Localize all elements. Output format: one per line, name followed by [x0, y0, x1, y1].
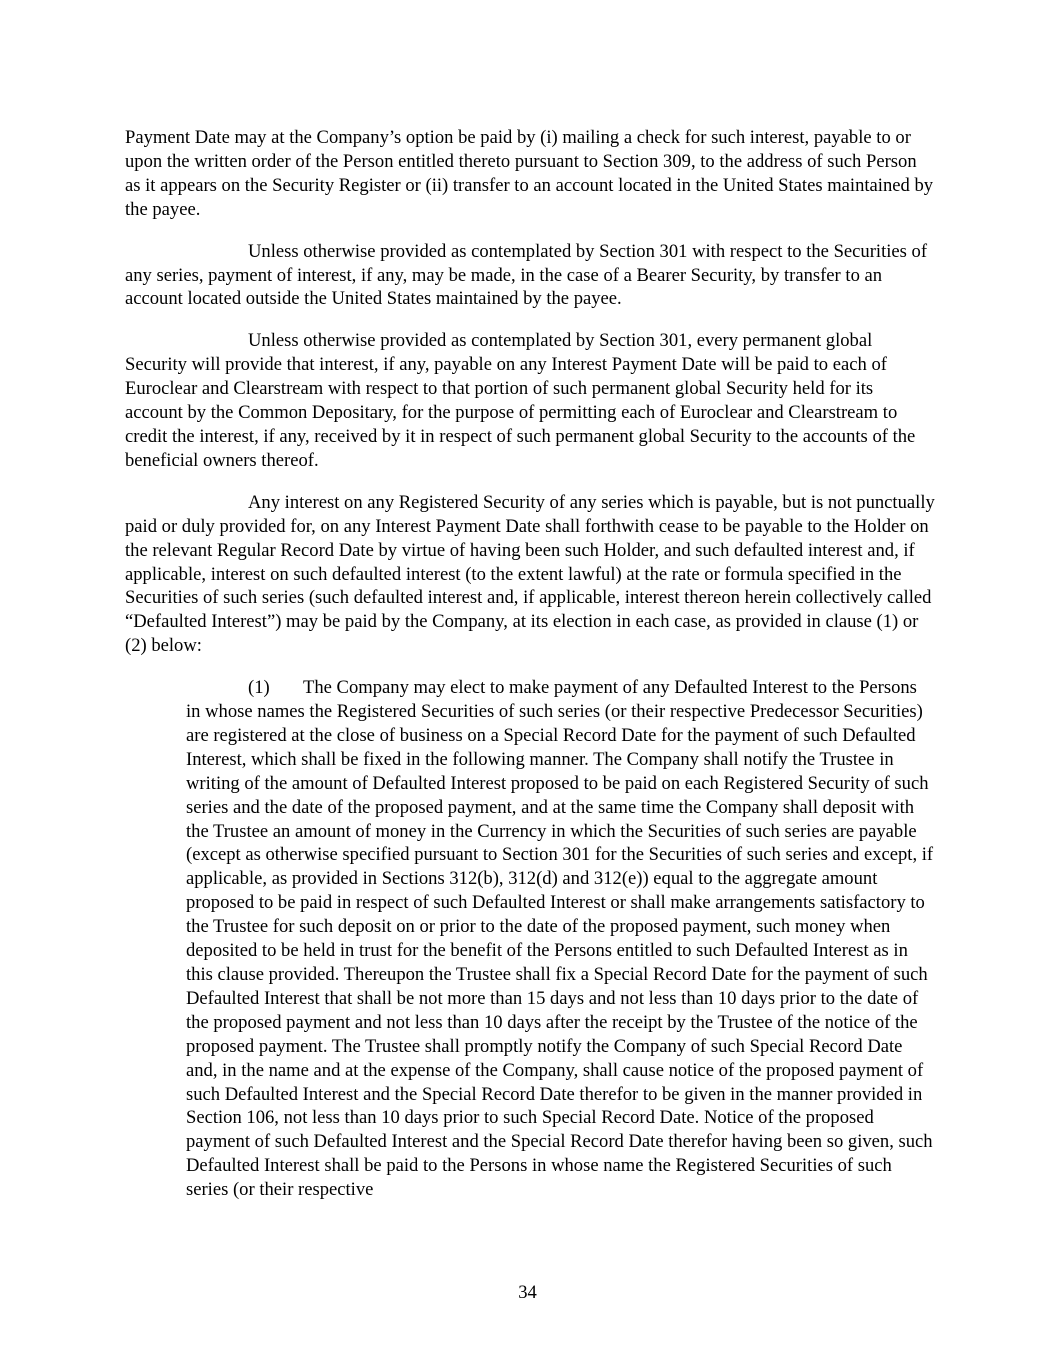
clause-1-text: The Company may elect to make payment of any Defaulted Interest to the Persons in whose names the Registered Securities of such series (or their respective Predecessor Securities) are registered at the close of business on a Special Record Date for the payment of such Defaulted Interest, which shall be fixed in the following manner. The Company shall notify the Trustee in writing of the amount of Defaulted Interest proposed to be paid on each Registered Security of such series and the date of the proposed payment, and at the same time the Company shall deposit with the Trustee an amount of money in the Currency in which the Securities of such series are payable (except as otherwise specified pursuant to Section 301 for the Securities of such series and except, if applicable, as provided in Sections 312(b), 312(d) and 312(e)) equal to the aggregate amount proposed to be paid in respect of such Defaulted Interest or shall make arrangements satisfactory to the Trustee for such deposit on or prior to the date of the proposed payment, such money when deposited to be held in trust for the benefit of the Persons entitled to such Defaulted Interest as in this clause provided. Thereupon the Trustee shall fix a Special Record Date for the payment of such Defaulted Interest that shall be not more than 15 days and not less than 10 days prior to the date of the proposed payment and not less than 10 days after the receipt by the Trustee of the notice of the proposed payment. The Trustee shall promptly notify the Company of such Special Record Date and, in the name and at the expense of the Company, shall cause notice of the proposed payment of such Defaulted Interest and the Special Record Date therefor to be given in the manner provided in Section 106, not less than 10 days prior to such Special Record Date. Notice of the proposed payment of such Defaulted Interest and the Special Record Date therefor having been so given, such Defaulted Interest shall be paid to the Persons in whose name the Registered Securities of such series (or their respective: [186, 677, 934, 1201]
clause-1-label: (1): [248, 677, 270, 699]
paragraph-defaulted-interest: Any interest on any Registered Security of any series which is payable, but is not punctually paid or duly provided for, on any Interest Payment Date shall forthwith cease to be payable to the Holder on the relevant Regular Record Date by virtue of having been such Holder, and such defaulted interest and, if applicable, interest on such defaulted interest (to the extent lawful) at the rate or formula specified in the Securities of such series (such defaulted interest and, if applicable, interest thereon herein collectively called “Defaulted Interest”) may be paid by the Company, at its election in each case, as provided in clause (1) or (2) below:: [125, 491, 935, 657]
clause-1: [125, 676, 935, 1202]
paragraph-bearer-security-payment: Unless otherwise provided as contemplated by Section 301 with respect to the Securities of any series, payment of interest, if any, may be made, in the case of a Bearer Security, by transfer to an account located outside the United States maintained by the payee.: [125, 240, 928, 310]
paragraph-global-security-interest: Unless otherwise provided as contemplated by Section 301, every permanent global Security will provide that interest, if any, payable on any Interest Payment Date will be paid to each of Euroclear and Clearstream with respect to that portion of such permanent global Security held for its account by the Common Depositary, for the purpose of permitting each of Euroclear and Clearstream to credit the interest, if any, received by it in respect of such permanent global Security to the accounts of the beneficial owners thereof.: [125, 330, 916, 471]
document-body: [125, 126, 935, 1202]
paragraph-payment-date: Payment Date may at the Company’s option be paid by (i) mailing a check for such interest, payable to or upon the written order of the Person entitled thereto pursuant to Section 309, to the address of such Person as it appears on the Security Register or (ii) transfer to an account located in the United States maintained by the payee.: [125, 127, 934, 220]
page-number: 34: [518, 1282, 537, 1303]
